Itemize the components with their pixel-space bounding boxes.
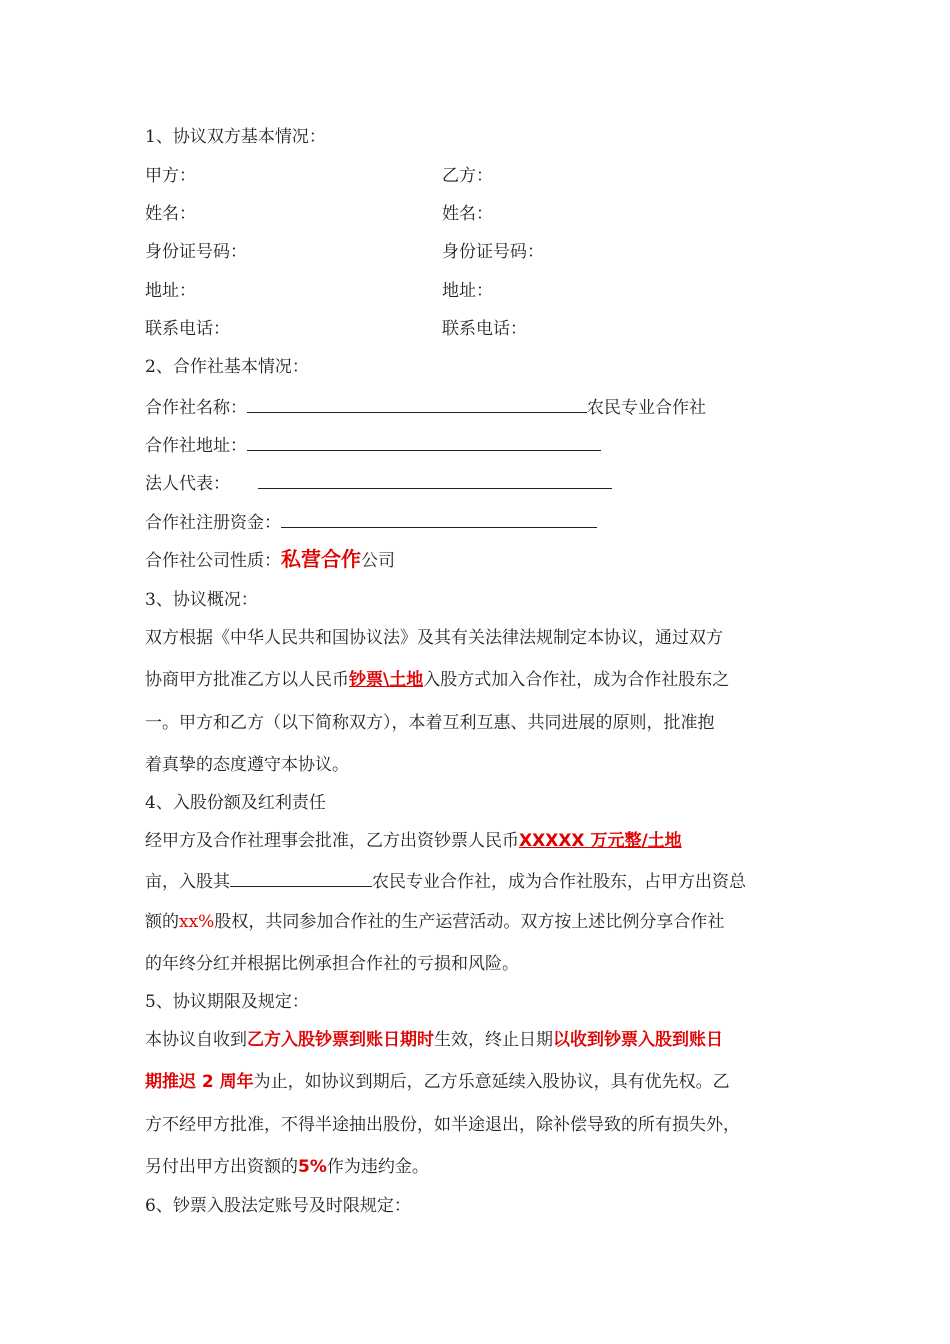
s5-line-1-text-a: 本协议自收到 (145, 1030, 247, 1050)
coop-address-row (145, 433, 601, 457)
party-b-id-label: 身份证号码： (442, 242, 544, 262)
s5-line-4 (145, 1156, 429, 1178)
capital-blank[interactable] (281, 510, 597, 528)
s5-end-date-a: 以收到钞票入股到账日 (553, 1030, 723, 1050)
party-a-phone-label: 联系电话： (145, 319, 230, 339)
s3-line-2 (145, 669, 729, 691)
party-b-label: 乙方： (442, 166, 493, 186)
capital-row (145, 510, 597, 534)
s4-line-2 (145, 869, 746, 893)
s5-penalty-percent: 5% (298, 1157, 327, 1177)
s5-line-2 (145, 1071, 730, 1093)
nature-row (145, 548, 395, 572)
s4-line-3-text-a: 额的 (145, 912, 179, 932)
s3-contribution-type: 钞票\土地 (349, 670, 424, 690)
s3-line-1: 双方根据《中华人民共和国协议法》及其有关法律法规制定本协议，通过双方 (145, 628, 723, 648)
section-1-heading: 1、协议双方基本情况： (145, 127, 326, 147)
party-a-name-label: 姓名： (145, 204, 196, 224)
legal-rep-blank[interactable] (258, 471, 612, 489)
section-2-heading: 2、合作社基本情况： (145, 357, 309, 377)
s4-share-percent: xx% (179, 912, 215, 932)
coop-address-label: 合作社地址： (145, 436, 247, 456)
s3-line-2-text-c: 入股方式加入合作社，成为合作社股东之 (423, 670, 730, 690)
s3-line-2-text-a: 协商甲方批准乙方以人民币 (145, 670, 349, 690)
party-a-address-label: 地址： (145, 281, 196, 301)
party-row (145, 165, 196, 187)
s4-line-2-text-b: 农民专业合作社，成为合作社股东，占甲方出资总 (372, 872, 746, 892)
s5-line-4-text-c: 作为违约金。 (326, 1157, 429, 1177)
coop-name-blank[interactable] (247, 395, 587, 413)
nature-value: 私营合作 (281, 547, 361, 571)
nature-suffix: 公司 (361, 551, 395, 571)
section-5-heading: 5、协议期限及规定： (145, 992, 309, 1012)
coop-name-label: 合作社名称： (145, 398, 247, 418)
party-a-label: 甲方： (145, 166, 196, 186)
s3-line-4: 着真挚的态度遵守本协议。 (145, 755, 349, 775)
coop-name-row (145, 395, 706, 419)
s4-line-4: 的年终分红并根据比例承担合作社的亏损和风险。 (145, 954, 519, 974)
capital-label: 合作社注册资金： (145, 513, 281, 533)
s5-start-date: 乙方入股钞票到账日期时 (247, 1030, 434, 1050)
party-b-address-label: 地址： (442, 281, 493, 301)
coop-name-suffix: 农民专业合作社 (587, 398, 706, 418)
coop-address-blank[interactable] (247, 433, 601, 451)
s5-line-2-text-b: 为止，如协议到期后，乙方乐意延续入股协议，具有优先权。乙 (253, 1072, 730, 1092)
s4-amount: XXXXX 万元整/土地 (519, 831, 682, 851)
s3-line-3: 一。甲方和乙方（以下简称双方），本着互利互惠、共同进展的原则，批准抱 (145, 713, 715, 733)
s4-line-1-text-a: 经甲方及合作社理事会批准，乙方出资钞票人民币 (145, 831, 519, 851)
s5-line-3: 方不经甲方批准，不得半途抽出股份，如半途退出，除补偿导致的所有损失外， (145, 1115, 740, 1135)
s5-line-1-text-c: 生效，终止日期 (434, 1030, 553, 1050)
s5-end-date-b: 期推迟 2 周年 (145, 1072, 254, 1092)
s4-line-3-text-c: 股权，共同参加合作社的生产运营活动。双方按上述比例分享合作社 (214, 912, 725, 932)
s4-coop-blank[interactable] (230, 869, 372, 887)
s5-line-1 (145, 1029, 723, 1051)
section-4-heading: 4、入股份额及红利责任 (145, 793, 326, 813)
s4-line-1 (145, 830, 682, 852)
party-b-phone-label: 联系电话： (442, 319, 527, 339)
legal-rep-label: 法人代表： (145, 474, 230, 494)
nature-label: 合作社公司性质： (145, 551, 281, 571)
s4-line-3 (145, 911, 724, 933)
s5-line-4-text-a: 另付出甲方出资额的 (145, 1157, 298, 1177)
s4-line-2-text-a: 亩，入股其 (145, 872, 230, 892)
section-3-heading: 3、协议概况： (145, 590, 258, 610)
party-a-id-label: 身份证号码： (145, 242, 247, 262)
legal-rep-row (145, 471, 612, 495)
section-6-heading: 6、钞票入股法定账号及时限规定： (145, 1196, 411, 1216)
party-b-name-label: 姓名： (442, 204, 493, 224)
